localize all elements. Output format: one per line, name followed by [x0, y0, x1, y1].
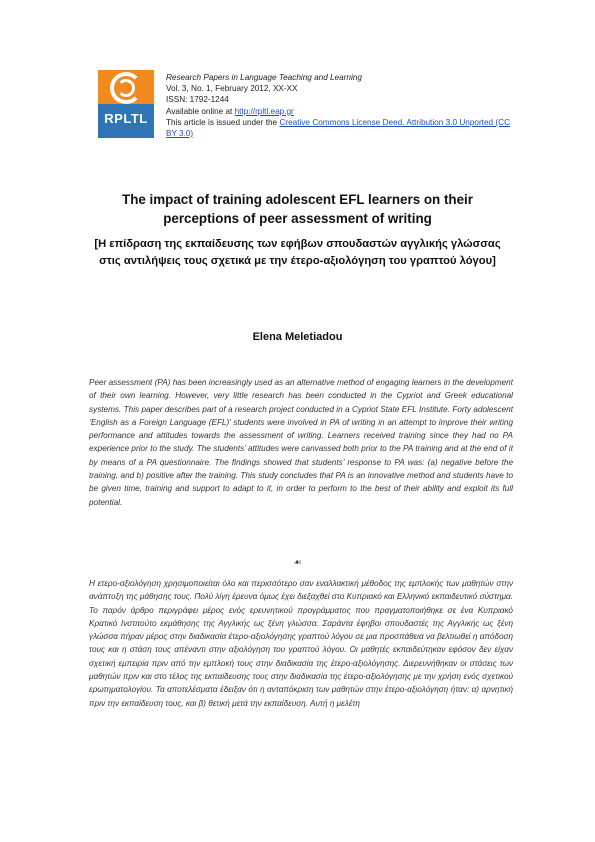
- abstract-english: Peer assessment (PA) has been increasingly used as an alternative method of engaging learners in the development of their own learning. However, very little research has been conducted in the Cypriot and Greek educational systems. This paper describes part of a research project conducted in a Cypriot State EFL Institute. Forty adolescent ‘English as a Foreign Language (EFL)’ students were involved in PA of writing in an attempt to improve their writing performance and attitudes towards the assessment of writing. Learners received training since they had no PA experience prior to the study. The students’ attitudes were canvassed both prior to the PA training and at the end of it by means of a PA questionnaire. The findings showed that students’ response to PA was: (a) negative before the training, and b) positive after the training. This study concludes that PA is an innovative method and students have to be given time, training and support to adapt to it, in order to perform to the best of their ability and exploit its full potential.: [89, 378, 513, 507]
- logo-text: RPLTL: [104, 111, 148, 126]
- author-name: Elena Meletiadou: [252, 331, 343, 343]
- volume-info: Vol. 3, No. 1, February 2012, XX-XX: [166, 84, 298, 94]
- license-line: [166, 117, 510, 139]
- rpltl-logo: [98, 70, 154, 138]
- abstract-greek: Η ετερο-αξιολόγηση χρησιμοποιείται όλο και περισσότερο σαν εναλλακτική μέθοδος της εμπλοκής των μαθητών στην ανάπτυξη της μάθησης τους. Πολύ λίγη έρευνα όμως έχει διεξαχθεί στο Κυπριακό και Ελληνικό εκπαιδευτικό σύστημα. Το παρόν άρθρο περιγράφει μέρος ενός ερευνητικού προγράμματος που πραγματοποιήθηκε σε ένα Κυπριακό Κρατικό Ινστιτούτο εκμάθησης της Αγγλικής ως ξένη γλώσσα. Σαράντα έφηβοι σπουδαστές της Αγγλικής ως ξένη γλώσσα πήραν μέρος στην διαδικασία έτερο-αξιολόγησης γραπτού λόγου σε μια προσπάθεια να βελτιωθεί η απόδοση τους και η στάση τους απέναντι στην αξιολόγηση του γραπτού λόγου. Οι μαθητές εκπαιδεύτηκαν εφόσον δεν είχαν σχετική εμπειρία πριν από την εμπλοκή τους στην διαδικασία της έτερο-αξιολόγησης. Διερευνήθηκαν οι στάσεις των μαθητών πριν και στο τέλος της εκπαίδευσης τους στην διαδικασία της έτερο-αξιολόγησης με την χρήση ενός σχετικού ερωτηματολογίου. Τα αποτελέσματα έδειξαν ότι η ανταπόκριση των μαθητών στην έτερο-αξιολόγηση ήταν: α) αρνητική πριν την εκπαίδευση τους, και β) θετική μετά την εκπαίδευση. Αυτή η μελέτη: [89, 579, 513, 708]
- logo-inner-ring-icon: [117, 79, 135, 97]
- issn: ISSN: 1792-1244: [166, 95, 229, 105]
- available-online: [166, 106, 510, 117]
- journal-header: [166, 72, 510, 139]
- paper-title-greek: [Η επίδραση της εκπαίδευσης των εφήβων σπουδαστών αγγλικής γλώσσας στις αντιλήψεις τους σχετικά με την έτερο-αξιολόγηση του γραπτού λόγου]: [94, 238, 501, 267]
- separator-ornament: ☙: [293, 557, 302, 567]
- license-prefix: This article is issued under the: [166, 117, 280, 127]
- license-link[interactable]: Creative Commons License Deed. Attribution 3.0 Unported (CC BY 3.0): [166, 117, 510, 139]
- paper-title: The impact of training adolescent EFL learners on their perceptions of peer assessment of writing: [122, 192, 473, 226]
- available-prefix: Available online at: [166, 106, 235, 116]
- journal-url-link[interactable]: http://rpltl.eap.gr: [234, 106, 294, 116]
- journal-name: Research Papers in Language Teaching and Learning: [166, 73, 362, 82]
